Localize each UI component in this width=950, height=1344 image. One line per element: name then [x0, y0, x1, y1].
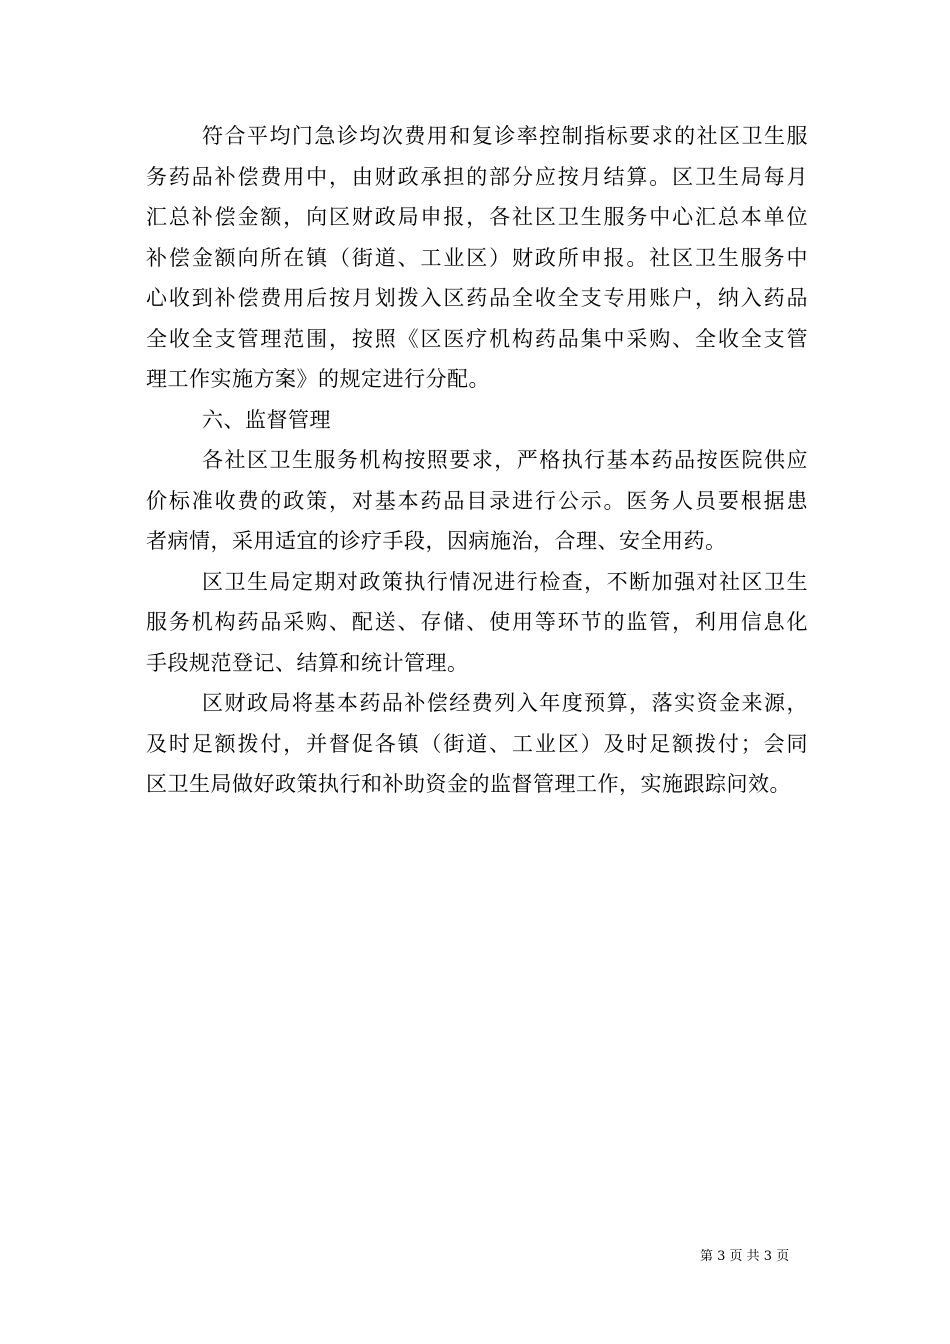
paragraph-line: 符合平均门急诊均次费用和复诊率控制指标要求的社区卫生服 [202, 124, 808, 148]
document-body [146, 116, 808, 805]
paragraph-health-bureau [146, 562, 808, 684]
paragraph-line: 服务机构药品采购、配送、存储、使用等环节的监管，利用信息化 [146, 610, 808, 634]
paragraph-line: 区财政局将基本药品补偿经费列入年度预算，落实资金来源， [202, 691, 808, 715]
paragraph-line: 手段规范登记、结算和统计管理。 [146, 650, 469, 675]
paragraph-fees-settlement [146, 116, 808, 400]
page-number-footer: 第 3 页 共 3 页 [700, 1249, 790, 1264]
paragraph-line: 务药品补偿费用中，由财政承担的部分应按月结算。区卫生局每月 [146, 164, 808, 189]
paragraph-line: 各社区卫生服务机构按照要求，严格执行基本药品按医院供应 [202, 448, 808, 472]
paragraph-finance-bureau [146, 683, 808, 805]
paragraph-line: 及时足额拨付，并督促各镇（街道、工业区）及时足额拨付；会同 [146, 731, 808, 756]
paragraph-service-institutions [146, 440, 808, 562]
section-heading: 六、监督管理 [202, 407, 331, 432]
paragraph-line: 补偿金额向所在镇（街道、工业区）财政所申报。社区卫生服务中 [146, 245, 808, 270]
paragraph-line: 汇总补偿金额，向区财政局申报，各社区卫生服务中心汇总本单位 [146, 205, 808, 229]
paragraph-line: 价标准收费的政策，对基本药品目录进行公示。医务人员要根据患 [146, 488, 808, 513]
paragraph-line: 理工作实施方案》的规定进行分配。 [146, 367, 490, 391]
paragraph-line: 区卫生局做好政策执行和补助资金的监督管理工作，实施跟踪问效。 [146, 772, 791, 796]
paragraph-line: 心收到补偿费用后按月划拨入区药品全收全支专用账户，纳入药品 [146, 286, 808, 310]
paragraph-line: 者病情，采用适宜的诊疗手段，因病施治，合理、安全用药。 [146, 529, 727, 553]
paragraph-line: 区卫生局定期对政策执行情况进行检查，不断加强对社区卫生 [202, 569, 808, 594]
paragraph-line: 全收全支管理范围，按照《区医疗机构药品集中采购、全收全支管 [146, 326, 808, 351]
